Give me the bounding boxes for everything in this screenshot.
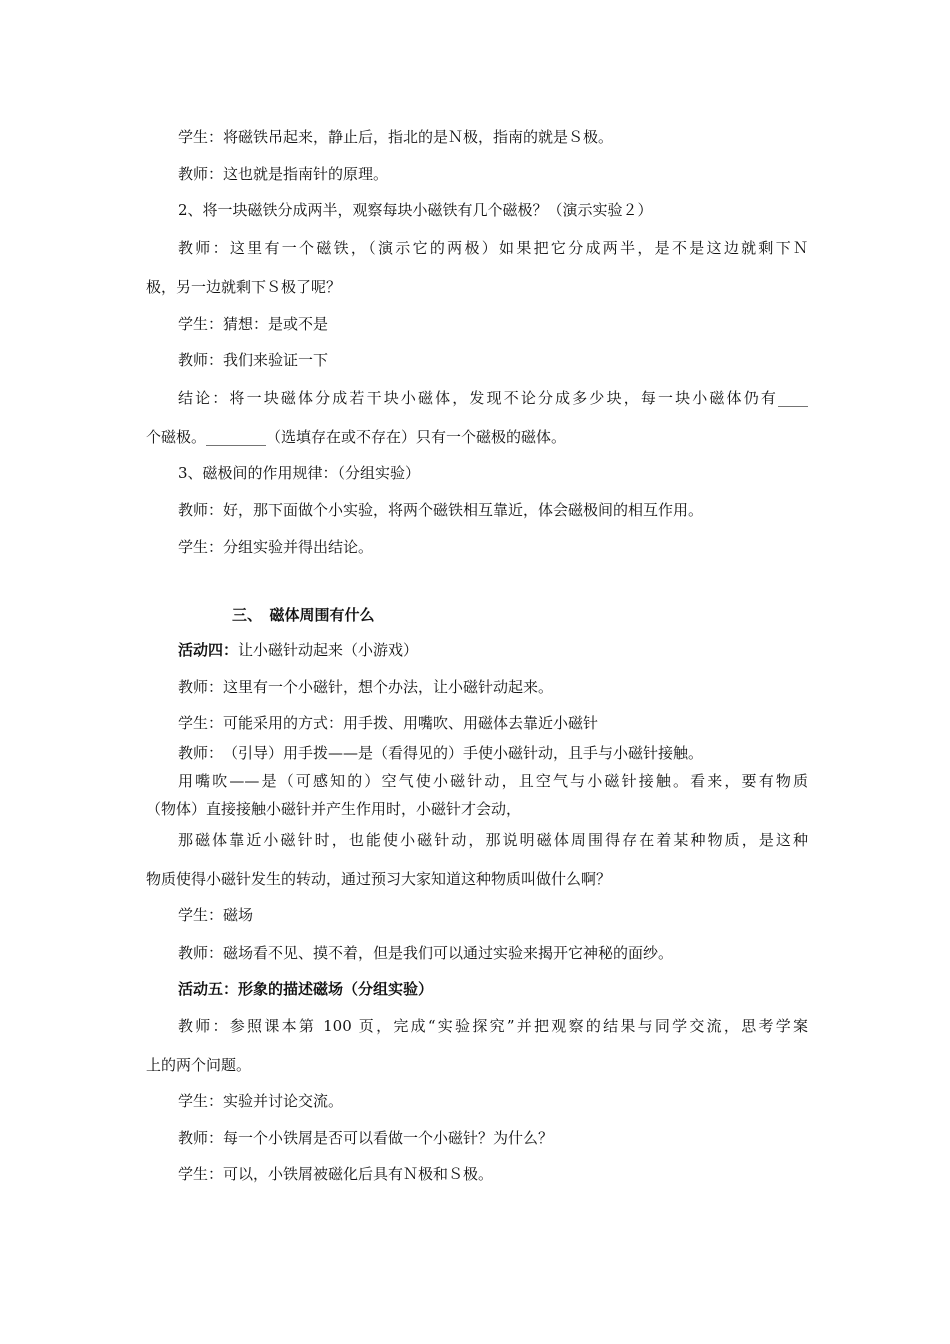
text-line: 那磁体靠近小磁针时，也能使小磁针动，那说明磁体周围得存在着某种物质，是这种 (178, 831, 808, 849)
activity-title: 让小磁针动起来（小游戏） (238, 641, 419, 659)
text-line: （物体）直接接触小磁针并产生作用时，小磁针才会动， (146, 800, 522, 818)
text-line: 学生：将磁铁吊起来，静止后，指北的是Ｎ极，指南的就是Ｓ极。 (178, 128, 614, 146)
text-line: 教师： （引导）用手拨——是（看得见的）手使小磁针动，且手与小磁针接触。 (178, 744, 704, 762)
text-line: 教师：磁场看不见、摸不着，但是我们可以通过实验来揭开它神秘的面纱。 (178, 944, 674, 962)
text-line: 教师：这里有一个磁铁，（演示它的两极）如果把它分成两半，是不是这边就剩下Ｎ (178, 239, 808, 257)
text-line: 学生：猜想：是或不是 (178, 315, 329, 333)
text-line: 学生：实验并讨论交流。 (178, 1092, 344, 1110)
text-line: 学生：磁场 (178, 906, 254, 924)
text-line: 教师：我们来验证一下 (178, 351, 329, 369)
text-line: 结论：将一块磁体分成若干块小磁体，发现不论分成多少块，每一块小磁体仍有____ (178, 389, 808, 407)
text-line: 个磁极。________（选填存在或不存在）只有一个磁极的磁体。 (146, 428, 567, 446)
activity-heading: 活动五：形象的描述磁场（分组实验） (178, 980, 434, 998)
text-line: 极，另一边就剩下Ｓ极了呢？ (146, 278, 342, 296)
text-line: 用嘴吹——是（可感知的）空气使小磁针动，且空气与小磁针接触。看来，要有物质 (178, 772, 808, 790)
text-line: 学生：可以，小铁屑被磁化后具有Ｎ极和Ｓ极。 (178, 1165, 494, 1183)
text-line: 2、将一块磁铁分成两半，观察每块小磁铁有几个磁极？（演示实验２） (178, 201, 653, 219)
section-heading: 三、 磁体周围有什么 (232, 606, 375, 624)
text-line: 教师：这里有一个小磁针，想个办法，让小磁针动起来。 (178, 678, 554, 696)
activity-line (178, 640, 418, 660)
text-line: 物质使得小磁针发生的转动，通过预习大家知道这种物质叫做什么啊？ (146, 870, 612, 888)
text-line: 教师：每一个小铁屑是否可以看做一个小磁针？为什么？ (178, 1129, 554, 1147)
text-line: 教师：好，那下面做个小实验，将两个磁铁相互靠近，体会磁极间的相互作用。 (178, 501, 704, 519)
text-line: 学生：可能采用的方式：用手拨、用嘴吹、用磁体去靠近小磁针 (178, 714, 599, 732)
text-line: 3、磁极间的作用规律：（分组实验） (178, 464, 421, 482)
text-line: 教师：参照课本第 100 页，完成“实验探究”并把观察的结果与同学交流，思考学案 (178, 1017, 808, 1035)
activity-label: 活动四： (178, 641, 239, 659)
text-line: 上的两个问题。 (146, 1056, 252, 1074)
text-line: 教师：这也就是指南针的原理。 (178, 165, 389, 183)
text-line: 学生：分组实验并得出结论。 (178, 538, 374, 556)
